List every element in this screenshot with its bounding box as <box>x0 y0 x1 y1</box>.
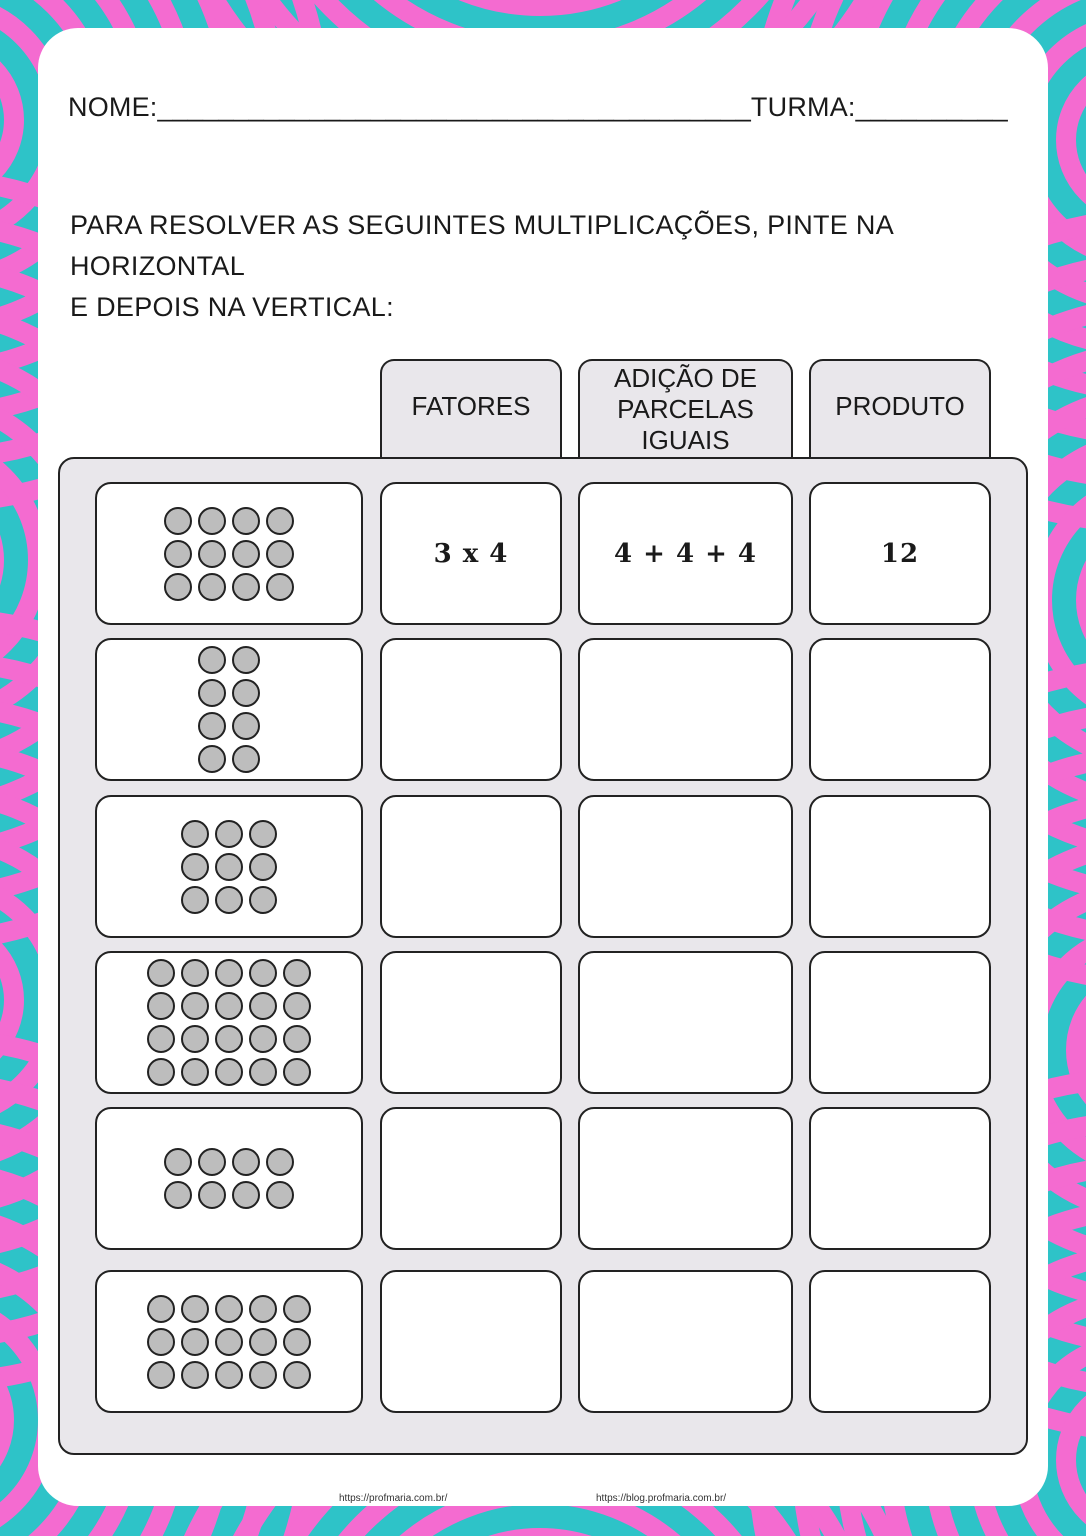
dot[interactable] <box>232 1181 260 1209</box>
dot[interactable] <box>283 959 311 987</box>
dot[interactable] <box>249 1058 277 1086</box>
tab-adicao-line-2: PARCELAS <box>617 394 754 424</box>
produto-cell[interactable] <box>809 638 991 781</box>
dot-array-cell <box>95 795 363 938</box>
dot[interactable] <box>283 992 311 1020</box>
name-class-field[interactable]: NOME:_______________________________________TURMA:__________ <box>68 92 1008 122</box>
dot[interactable] <box>181 1361 209 1389</box>
dot[interactable] <box>198 573 226 601</box>
dot-array <box>198 646 261 773</box>
fatores-value: 3 x 4 <box>433 538 509 569</box>
dot[interactable] <box>249 1295 277 1323</box>
produto-cell[interactable] <box>809 795 991 938</box>
dot[interactable] <box>249 820 277 848</box>
dot[interactable] <box>215 1328 243 1356</box>
tab-fatores <box>380 359 562 469</box>
dot[interactable] <box>181 1025 209 1053</box>
dot-array-cell <box>95 1270 363 1413</box>
produto-cell[interactable] <box>809 1107 991 1250</box>
dot[interactable] <box>215 992 243 1020</box>
adicao-value: 4 + 4 + 4 <box>613 538 758 569</box>
dot[interactable] <box>181 1328 209 1356</box>
dot[interactable] <box>232 679 260 707</box>
dot[interactable] <box>198 712 226 740</box>
instructions <box>70 205 1030 328</box>
dot[interactable] <box>147 959 175 987</box>
dot[interactable] <box>198 1181 226 1209</box>
dot[interactable] <box>164 1148 192 1176</box>
adicao-cell[interactable] <box>578 638 793 781</box>
dot[interactable] <box>249 1361 277 1389</box>
dot[interactable] <box>181 959 209 987</box>
dot[interactable] <box>147 1361 175 1389</box>
instructions-line-1: PARA RESOLVER AS SEGUINTES MULTIPLICAÇÕES, PINTE NA HORIZONTAL <box>70 210 893 281</box>
dot[interactable] <box>164 1181 192 1209</box>
dot[interactable] <box>147 1058 175 1086</box>
dot[interactable] <box>147 1025 175 1053</box>
dot[interactable] <box>249 959 277 987</box>
dot[interactable] <box>232 646 260 674</box>
dot[interactable] <box>198 745 226 773</box>
dot[interactable] <box>215 1295 243 1323</box>
adicao-cell[interactable] <box>578 482 793 625</box>
dot[interactable] <box>249 1025 277 1053</box>
dot[interactable] <box>215 853 243 881</box>
dot[interactable] <box>283 1295 311 1323</box>
produto-cell[interactable] <box>809 1270 991 1413</box>
dot[interactable] <box>232 1148 260 1176</box>
tab-adicao <box>578 359 793 469</box>
dot[interactable] <box>181 1295 209 1323</box>
dot[interactable] <box>198 1148 226 1176</box>
dot[interactable] <box>147 992 175 1020</box>
dot-array <box>147 959 312 1086</box>
footer-link-1[interactable]: https://profmaria.com.br/ <box>339 1493 448 1504</box>
adicao-cell[interactable] <box>578 1107 793 1250</box>
dot[interactable] <box>181 992 209 1020</box>
dot[interactable] <box>283 1058 311 1086</box>
dot[interactable] <box>198 679 226 707</box>
dot[interactable] <box>266 573 294 601</box>
adicao-cell[interactable] <box>578 795 793 938</box>
footer-link-2[interactable]: https://blog.profmaria.com.br/ <box>596 1493 727 1504</box>
dot[interactable] <box>283 1025 311 1053</box>
produto-cell[interactable] <box>809 951 991 1094</box>
dot[interactable] <box>232 745 260 773</box>
dot[interactable] <box>215 1025 243 1053</box>
tab-adicao-line-1: ADIÇÃO DE <box>613 363 758 393</box>
dot-array-cell <box>95 638 363 781</box>
dot[interactable] <box>215 820 243 848</box>
dot[interactable] <box>147 1295 175 1323</box>
dot[interactable] <box>164 507 192 535</box>
dot-array-cell <box>95 1107 363 1250</box>
dot[interactable] <box>232 507 260 535</box>
tab-fatores-label: FATORES <box>411 391 531 421</box>
fatores-cell[interactable] <box>380 951 562 1094</box>
dot-array-cell <box>95 951 363 1094</box>
dot[interactable] <box>249 992 277 1020</box>
produto-cell[interactable] <box>809 482 991 625</box>
dot[interactable] <box>249 853 277 881</box>
fatores-cell[interactable] <box>380 638 562 781</box>
dot[interactable] <box>181 820 209 848</box>
produto-value: 12 <box>880 538 920 569</box>
dot[interactable] <box>198 540 226 568</box>
dot[interactable] <box>266 1148 294 1176</box>
dot[interactable] <box>215 886 243 914</box>
fatores-cell[interactable] <box>380 795 562 938</box>
fatores-cell[interactable] <box>380 1107 562 1250</box>
dot[interactable] <box>266 540 294 568</box>
dot[interactable] <box>232 540 260 568</box>
dot-array <box>164 1148 295 1209</box>
dot-array <box>181 820 278 914</box>
dot[interactable] <box>215 1361 243 1389</box>
dot-array-cell <box>95 482 363 625</box>
dot[interactable] <box>164 573 192 601</box>
tab-produto <box>809 359 991 469</box>
fatores-cell[interactable] <box>380 1270 562 1413</box>
tab-adicao-line-3: IGUAIS <box>641 425 730 455</box>
dot[interactable] <box>147 1328 175 1356</box>
dot[interactable] <box>249 886 277 914</box>
adicao-cell[interactable] <box>578 951 793 1094</box>
dot[interactable] <box>198 646 226 674</box>
dot[interactable] <box>164 540 192 568</box>
dot[interactable] <box>215 959 243 987</box>
dot-array <box>164 507 295 601</box>
dot[interactable] <box>215 1058 243 1086</box>
dot[interactable] <box>232 573 260 601</box>
dot[interactable] <box>266 1181 294 1209</box>
dot[interactable] <box>283 1328 311 1356</box>
tab-produto-label: PRODUTO <box>835 391 965 421</box>
dot[interactable] <box>198 507 226 535</box>
dot[interactable] <box>181 886 209 914</box>
adicao-cell[interactable] <box>578 1270 793 1413</box>
dot[interactable] <box>249 1328 277 1356</box>
dot[interactable] <box>283 1361 311 1389</box>
instructions-line-2: E DEPOIS NA VERTICAL: <box>70 292 394 322</box>
dot[interactable] <box>181 1058 209 1086</box>
dot[interactable] <box>266 507 294 535</box>
dot[interactable] <box>181 853 209 881</box>
fatores-cell[interactable] <box>380 482 562 625</box>
dot-array <box>147 1295 312 1389</box>
dot[interactable] <box>232 712 260 740</box>
